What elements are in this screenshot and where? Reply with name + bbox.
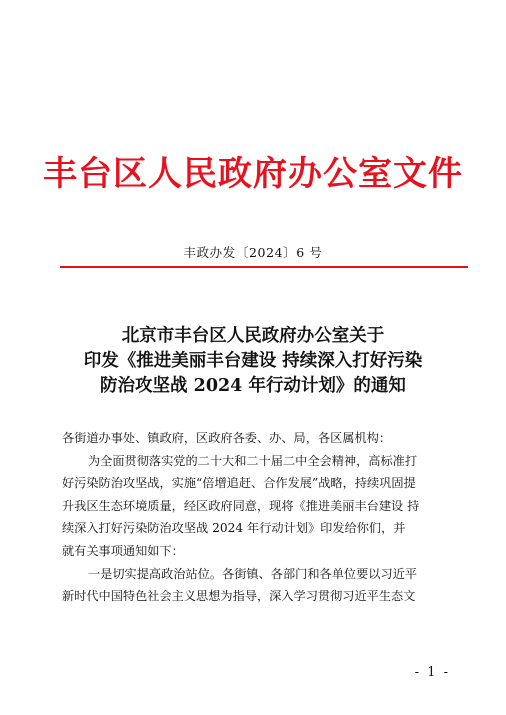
title-line-1: 北京市丰台区人民政府办公室关于	[121, 326, 385, 346]
red-header-title: 丰台区人民政府办公室文件	[43, 154, 463, 194]
salutation: 各街道办事处、镇政府，区政府各委、办、局，各区属机构：	[62, 431, 392, 445]
red-separator-line	[60, 266, 468, 268]
paragraph-2-line-1: 一是切实提高政治站位。各街镇、各部门和各单位要以习近平	[88, 566, 418, 581]
document-title	[0, 324, 506, 399]
title-line-2: 印发《推进美丽丰台建设 持续深入打好污染	[83, 351, 423, 371]
page-number: - 1 -	[414, 665, 450, 680]
paragraph-1-line-1: 为全面贯彻落实党的二十大和二十届二中全会精神，高标准打	[88, 453, 418, 468]
title-line-3: 防治攻坚战 2024 年行动计划》的通知	[100, 376, 406, 396]
paragraph-1-line-4: 续深入打好污染防治攻坚战 2024 年行动计划》印发给你们，并	[62, 521, 406, 536]
paragraph-1-line-5: 就有关事项通知如下：	[62, 543, 184, 558]
paragraph-2-line-2: 新时代中国特色社会主义思想为指导，深入学习贯彻习近平生态文	[62, 589, 416, 604]
document-body	[62, 427, 446, 608]
document-number: 丰政办发〔2024〕6 号	[183, 245, 323, 260]
paragraph-1-line-2: 好污染防治攻坚战，实施“倍增追赶、合作发展”战略，持续巩固提	[62, 476, 416, 491]
paragraph-1-line-3: 升我区生态环境质量，经区政府同意，现将《推进美丽丰台建设 持	[62, 498, 420, 513]
